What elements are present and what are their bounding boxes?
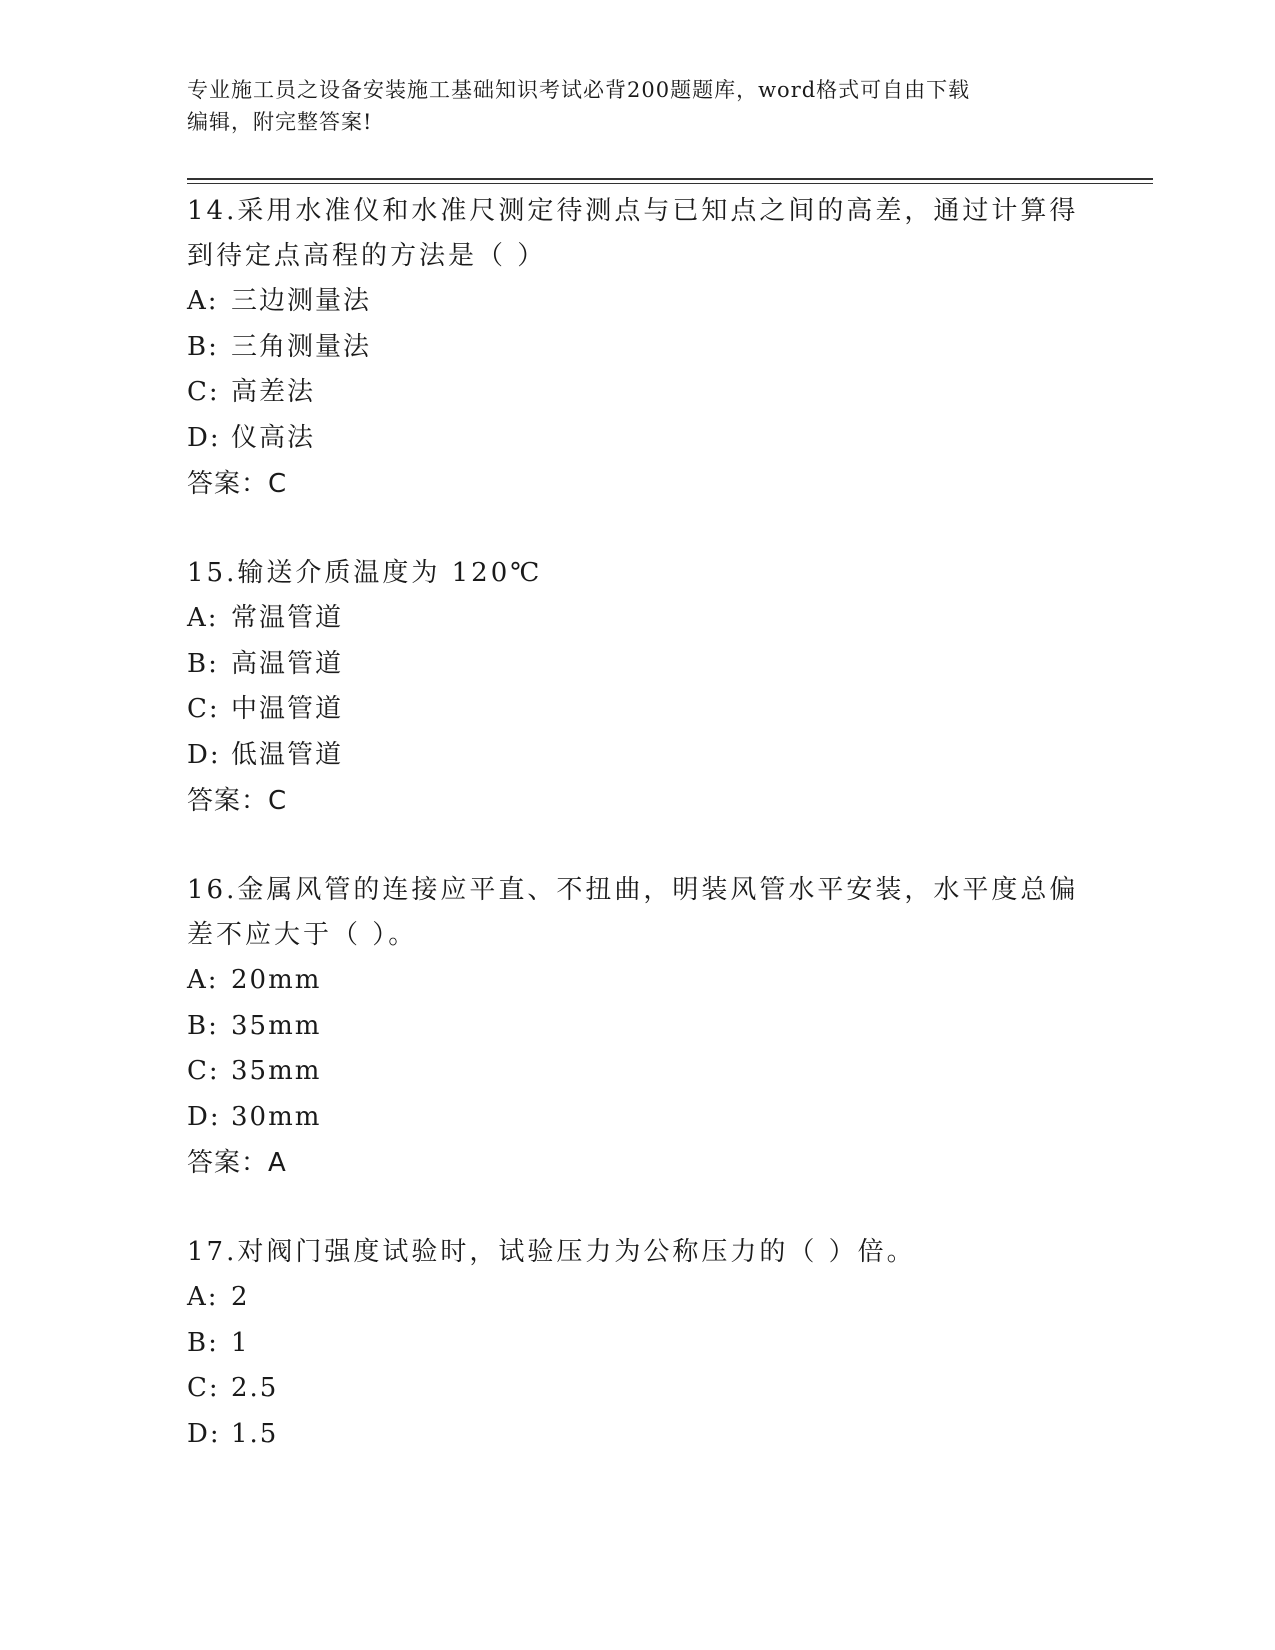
header-divider-thick	[187, 178, 1153, 180]
option-c: C: 2.5	[187, 1373, 279, 1403]
header-line-1: 专业施工员之设备安装施工基础知识考试必背200题题库，word格式可自由下载	[187, 78, 971, 102]
question-15	[187, 551, 1087, 824]
option-a: A: 2	[187, 1282, 250, 1312]
answer-line: 答案：C	[187, 469, 288, 499]
option-c: C: 中温管道	[187, 694, 344, 724]
option-c: C: 35mm	[187, 1056, 322, 1086]
option-b: B: 高温管道	[187, 648, 344, 679]
answer-line: 答案：A	[187, 1148, 287, 1178]
question-stem: 17.对阀门强度试验时，试验压力为公称压力的（ ）倍。	[187, 1237, 916, 1267]
option-b: B: 三角测量法	[187, 331, 372, 362]
document-header	[187, 74, 1067, 138]
question-stem: 14.采用水准仪和水准尺测定待测点与已知点之间的高差，通过计算得到待定点高程的方法是（ ）	[187, 196, 1079, 271]
question-17	[187, 1230, 1087, 1457]
option-a: A: 20mm	[187, 965, 322, 995]
option-a: A: 常温管道	[187, 603, 344, 633]
option-c: C: 高差法	[187, 377, 316, 407]
option-a: A: 三边测量法	[187, 286, 372, 316]
option-d: D: 1.5	[187, 1418, 279, 1449]
option-b: B: 35mm	[187, 1010, 322, 1041]
option-b: B: 1	[187, 1327, 250, 1358]
option-d: D: 30mm	[187, 1101, 322, 1132]
answer-line: 答案：C	[187, 786, 288, 816]
question-16	[187, 868, 1087, 1186]
option-d: D: 低温管道	[187, 739, 344, 770]
question-14	[187, 189, 1087, 507]
question-stem: 16.金属风管的连接应平直、不扭曲，明装风管水平安装，水平度总偏差不应大于（ ）。	[187, 875, 1079, 950]
question-stem: 15.输送介质温度为 120℃	[187, 558, 543, 588]
header-line-2: 编辑，附完整答案!	[187, 110, 373, 134]
option-d: D: 仪高法	[187, 422, 316, 453]
header-divider-thin	[187, 183, 1153, 184]
question-list	[187, 189, 1087, 1457]
